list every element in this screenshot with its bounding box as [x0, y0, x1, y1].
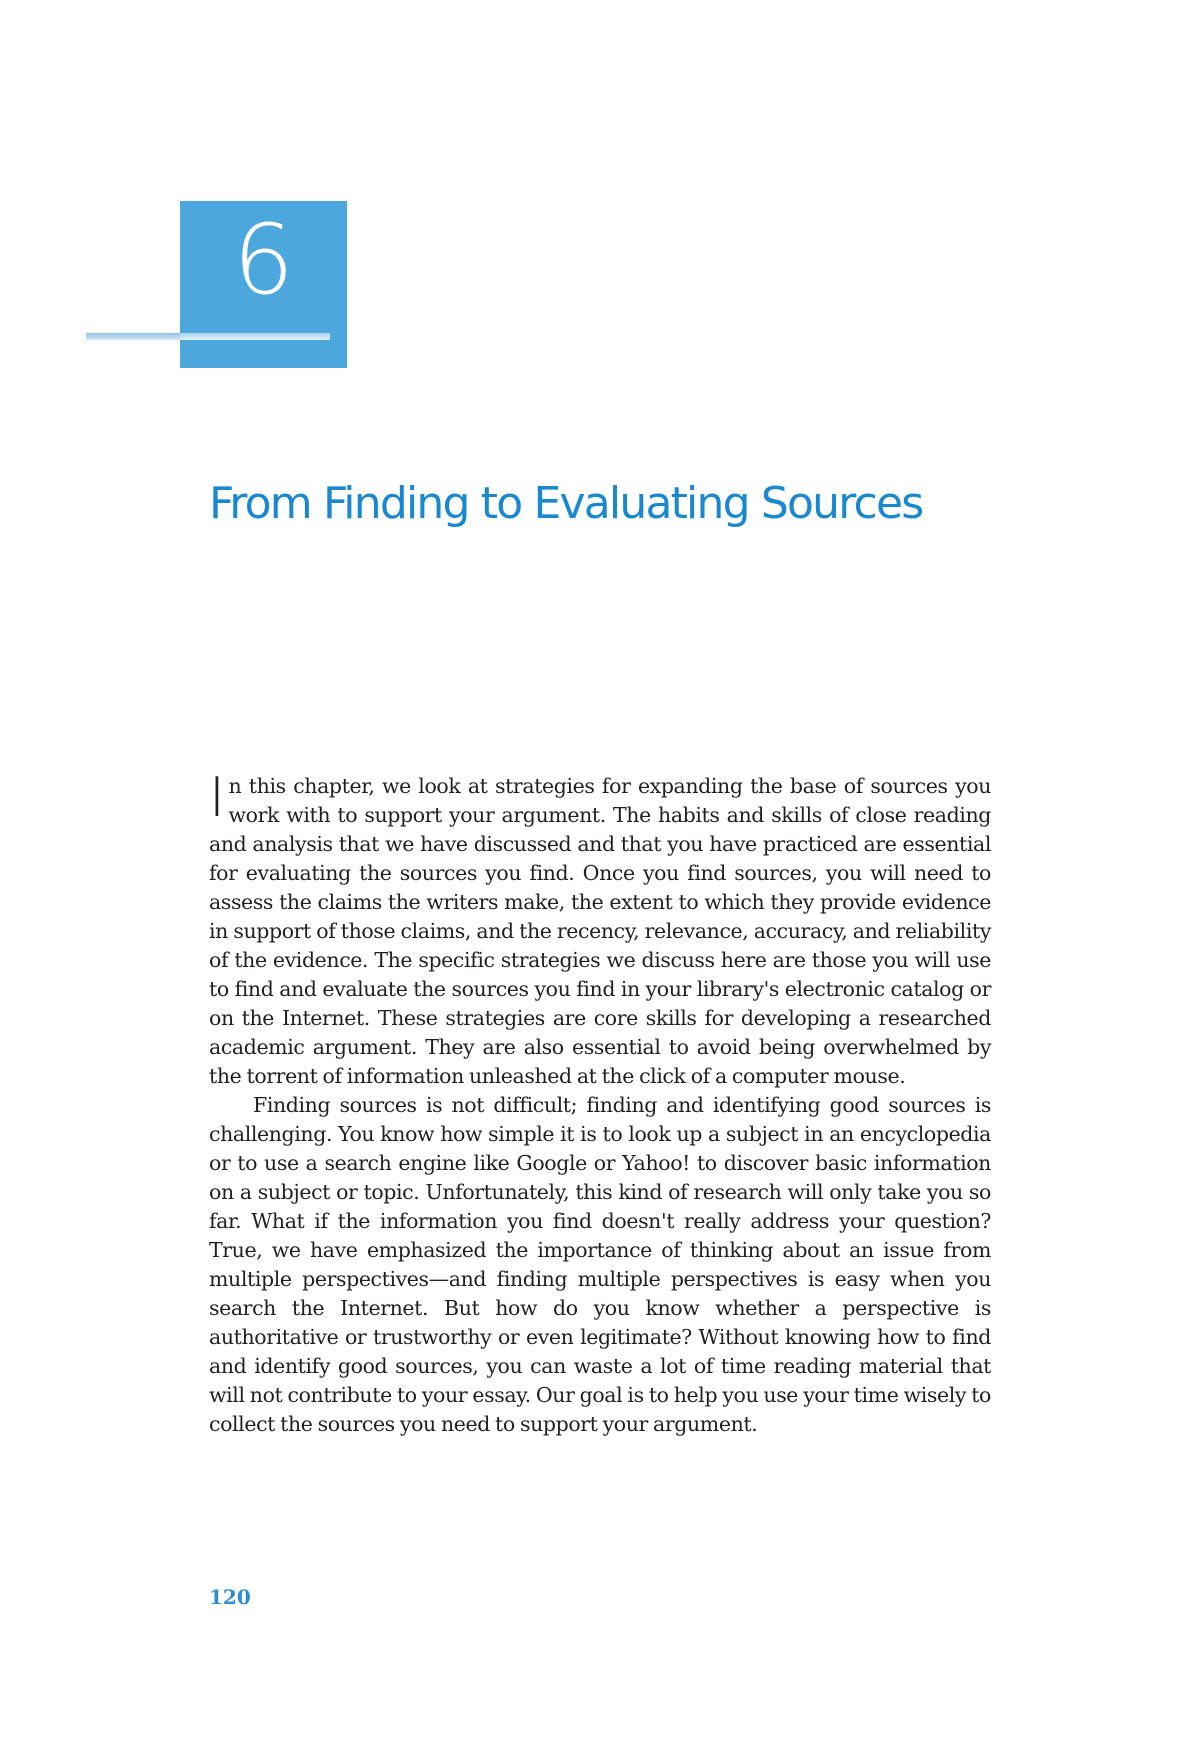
chapter-number: 6 — [232, 204, 295, 316]
chapter-title: From Finding to Evaluating Sources — [209, 478, 923, 529]
page-number: 120 — [209, 1585, 251, 1609]
drop-cap: I — [209, 766, 225, 829]
body-paragraph: Finding sources is not difficult; finding and identifying good sources is challenging. You know how simple it is to look up a subject in an encyclopedia or to use a search engine like Google or Yahoo! to discover basic information on a subject or topic. Unfortunately, this kind of research will only take you so far. What if the information you find doesn't really address your question? True, we have emphasized the importance of thinking about an issue from multiple perspectives—and finding multiple perspectives is easy when you search the Internet. But how do you know whether a perspective is authoritative or trustworthy or even legitimate? Without knowing how to find and identify good sources, you can waste a lot of time reading material that will not contribute to your essay. Our goal is to help you use your time wisely to collect the sources you need to support your argument. — [209, 1093, 991, 1436]
paragraph-text: n this chapter, we look at strategies for expanding the base of sources you work with to support your argument. The habits and skills of close reading and analysis that we have discussed and that you have practiced are essential for evaluating the sources you find. Once you find sources, you will need to assess the claims the writers make, the extent to which they provide evidence in support of those claims, and the recency, relevance, accuracy, and reliability of the evidence. The specific strategies we discuss here are those you will use to find and evaluate the sources you find in your library's electronic catalog or on the Internet. These strategies are core skills for developing a researched academic argument. They are also essential to avoid being overwhelmed by the torrent of information unleashed at the click of a computer mouse. — [209, 774, 991, 1088]
body-paragraph — [209, 766, 991, 1091]
chapter-box-rule — [180, 333, 330, 340]
chapter-body — [209, 766, 991, 1439]
